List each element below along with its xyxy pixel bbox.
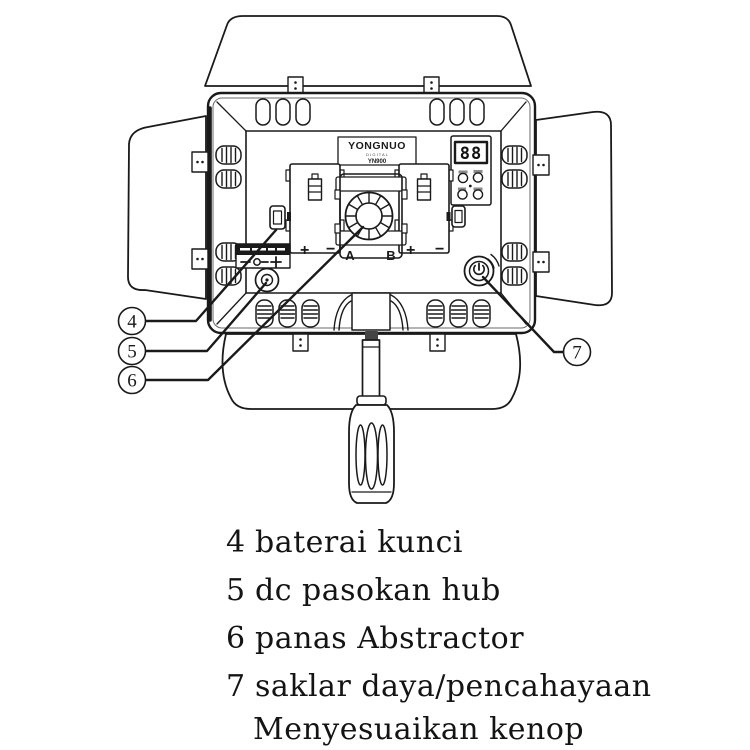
vent-slot [502, 170, 527, 188]
legend-line [253, 712, 584, 747]
legend-line [226, 621, 524, 656]
vent-slot [279, 300, 296, 327]
battery-minus-b: − [435, 241, 445, 258]
hinge [288, 77, 303, 94]
brand-plate [338, 137, 416, 165]
legend-number: 4 [226, 525, 246, 560]
legend [0, 517, 750, 750]
display-value: 88 [459, 144, 483, 164]
legend-line [226, 669, 652, 704]
vent-slot [502, 243, 527, 261]
legend-text: baterai kunci [255, 525, 463, 560]
vent-slot [276, 99, 290, 125]
vent-slot [470, 99, 484, 125]
battery-minus-a: − [326, 241, 336, 258]
callout-number-4: 4 [127, 311, 137, 333]
battery-plus-b: + [406, 242, 416, 259]
hinge [192, 249, 208, 269]
fan-icon [346, 193, 393, 240]
battery-slot-a-label: A [345, 248, 355, 263]
vent-slot [450, 300, 467, 327]
vent-slot [430, 99, 444, 125]
panel-button [473, 190, 482, 199]
control-panel [451, 136, 491, 205]
vent-slot [502, 267, 527, 285]
vent-slot [427, 300, 444, 327]
legend-line [226, 573, 501, 608]
legend-number: 7 [226, 669, 246, 704]
battery-plate-a [286, 164, 344, 259]
legend-line [226, 525, 463, 560]
dc-jack [256, 269, 279, 292]
panel-button [458, 173, 467, 182]
vent-slot [256, 99, 270, 125]
callout-number-5: 5 [127, 341, 137, 363]
callout-number-6: 6 [127, 370, 137, 392]
vent-slot [302, 300, 319, 327]
legend-text: saklar daya/pencahayaan [255, 669, 652, 704]
panel-button [458, 190, 467, 199]
vent-slot [216, 146, 241, 164]
hinge [293, 334, 308, 351]
battery-plate [286, 164, 344, 253]
legend-number: 5 [226, 573, 246, 608]
callout-number-7: 7 [572, 342, 582, 364]
hinge [533, 155, 549, 175]
hinge [192, 152, 208, 172]
legend-text: dc pasokan hub [255, 573, 501, 608]
vent-slot [502, 146, 527, 164]
brand-sub: D I G I T A L [366, 152, 388, 157]
top-barn-door [205, 16, 531, 86]
battery-plus-a: + [300, 242, 310, 259]
panel-button [473, 173, 482, 182]
hinge [533, 252, 549, 272]
brand-model: YN900 [367, 159, 387, 165]
battery-slot-b-label: B [386, 248, 396, 263]
vent-slot [296, 99, 310, 125]
hinge [430, 334, 445, 351]
legend-number: 6 [226, 621, 246, 656]
legend-text: panas Abstractor [255, 621, 525, 656]
legend-text: Menyesuaikan kenop [253, 712, 585, 747]
left-barn-door [128, 116, 206, 299]
handle-grip [349, 405, 394, 503]
hinge [424, 77, 439, 94]
vent-slot [473, 300, 490, 327]
vent-slot [216, 170, 241, 188]
vent-slot [450, 99, 464, 125]
brand-name: YONGNUO [348, 140, 406, 152]
right-barn-door [536, 112, 612, 305]
